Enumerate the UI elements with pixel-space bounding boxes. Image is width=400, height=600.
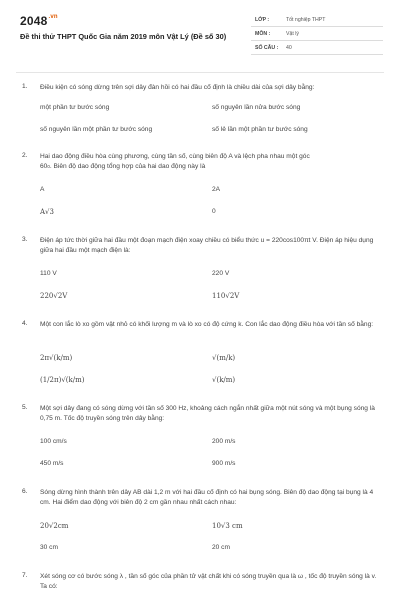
answer-option[interactable]: 10√3 cm <box>212 522 243 530</box>
answer-option[interactable]: 2π√(k/m) <box>40 354 73 362</box>
question-number: 6. <box>22 488 28 495</box>
question-number: 4. <box>22 320 28 327</box>
answer-option[interactable]: 220 V <box>212 270 230 277</box>
site-logo[interactable] <box>20 14 58 28</box>
exam-title: Đề thi thử THPT Quốc Gia năm 2019 môn Vật Lý (Đề số 30) <box>20 32 227 41</box>
answer-option[interactable]: √(m/k) <box>212 354 236 362</box>
answer-option[interactable]: một phần tư bước sóng <box>40 104 110 111</box>
question-text: Xét sóng cơ có bước sóng λ , tần số góc của phần tử vật chất khi có sóng truyền qua là ω , tốc độ truyền sóng là v. Ta có: <box>40 573 377 590</box>
question-text: Điều kiện có sóng dừng trên sợi dây đàn hồi có hai đầu cố định là chiều dài của sợi dây bằng: <box>40 84 315 91</box>
question-text <box>40 152 380 172</box>
meta-row-class <box>251 13 383 27</box>
answer-option[interactable]: 110√2V <box>212 292 240 300</box>
meta-value: Tốt nghiệp THPT <box>286 17 326 23</box>
answer-option[interactable]: số nguyên lần nửa bước sóng <box>212 104 301 111</box>
question-number: 1. <box>22 83 28 90</box>
header-divider <box>16 72 384 73</box>
answer-option[interactable]: 110 V <box>40 270 57 277</box>
meta-row-subject <box>251 27 383 41</box>
answer-option[interactable]: 200 m/s <box>212 438 236 445</box>
question-number: 5. <box>22 404 28 411</box>
answer-option[interactable]: (1/2π)√(k/m) <box>40 376 85 384</box>
question-text-degree: 60 <box>40 163 48 170</box>
answer-option[interactable]: A√3 <box>40 208 54 216</box>
answer-option[interactable]: 30 cm <box>40 544 58 551</box>
question-text: Điện áp tức thời giữa hai đầu một đoạn mạch điện xoay chiều có biểu thức u = 220cos100πt V. Điện áp hiệu dụng giữa hai đầu một mạch điện là: <box>40 237 374 254</box>
meta-value: 40 <box>286 45 292 51</box>
question-text-line2: . Biên độ dao động tổng hợp của hai dao động này là <box>49 163 206 170</box>
logo-main: 2048 <box>20 14 48 28</box>
answer-option[interactable]: 450 m/s <box>40 460 64 467</box>
answer-option[interactable]: 100 cm/s <box>40 438 67 445</box>
meta-row-count <box>251 41 383 55</box>
answer-option[interactable]: 900 m/s <box>212 460 236 467</box>
answer-option[interactable]: 20√2cm <box>40 522 69 530</box>
meta-label: SỐ CÂU : <box>255 45 279 51</box>
answer-option[interactable]: 20 cm <box>212 544 230 551</box>
question-text: Một sợi dây đang có sóng dừng với tần số 300 Hz, khoảng cách ngắn nhất giữa một nút sóng và một bụng sóng là 0,75 m. Tốc độ truyền sóng trên dây bằng: <box>40 405 375 422</box>
question-text-line1: Hai dao động điều hòa cùng phương, cùng tần số, cùng biên độ A và lệch pha nhau một góc <box>40 153 310 160</box>
answer-option[interactable]: số nguyên lần một phần tư bước sóng <box>40 126 153 133</box>
question-number: 7. <box>22 572 28 579</box>
meta-label: LỚP : <box>255 17 270 23</box>
answer-option[interactable]: 0 <box>212 208 216 215</box>
logo-suffix: .vn <box>48 14 58 20</box>
meta-value: Vật lý <box>286 31 299 37</box>
question-text: Sóng dừng hình thành trên dây AB dài 1,2 m với hai đầu cố định có hai bụng sóng. Biên độ dao động tại bụng là 4 cm. Hai điểm dao động với biên độ 2 cm gần nhau nhất cách nhau: <box>40 489 374 506</box>
question-number: 3. <box>22 236 28 243</box>
meta-label: MÔN : <box>255 31 271 37</box>
answer-option[interactable]: số lẻ lần một phần tư bước sóng <box>212 126 308 133</box>
exam-header <box>0 0 400 72</box>
answer-option[interactable]: √(k/m) <box>212 376 236 384</box>
answer-option[interactable]: 2A <box>212 186 221 193</box>
question-text-degree-sup: 0 <box>47 164 50 169</box>
answer-option[interactable]: A <box>40 186 45 193</box>
answer-option[interactable]: 220√2V <box>40 292 68 300</box>
question-number: 2. <box>22 152 28 159</box>
question-text: Một con lắc lò xo gồm vật nhỏ có khối lượng m và lò xo có độ cứng k. Con lắc dao động điều hòa với tần số bằng: <box>40 321 374 328</box>
